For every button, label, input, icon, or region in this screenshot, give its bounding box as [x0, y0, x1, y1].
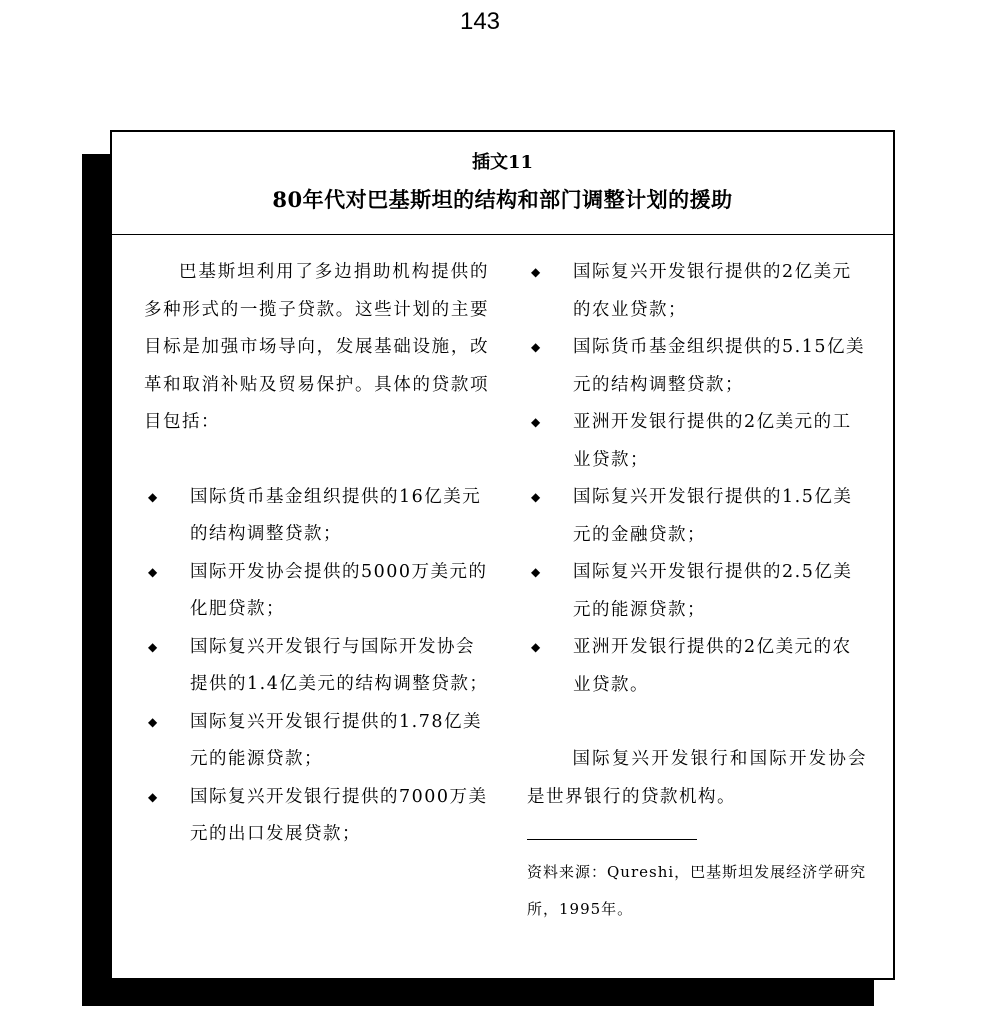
left-bullet-list [144, 479, 489, 854]
list-item [144, 779, 489, 854]
list-item-text: 国际复兴开发银行提供的2亿美元的农业贷款； [573, 262, 852, 320]
source-note: 资料来源：Qureshi，巴基斯坦发展经济学研究所，1995年。 [527, 863, 867, 918]
list-item [527, 329, 867, 404]
inset-box [110, 130, 895, 980]
diamond-bullet-icon: ◆ [531, 565, 542, 579]
list-item [527, 479, 867, 554]
diamond-bullet-icon: ◆ [148, 489, 159, 504]
diamond-bullet-icon: ◆ [148, 714, 159, 729]
footnote-divider [527, 839, 697, 840]
list-item-text: 国际货币基金组织提供的5.15亿美元的结构调整贷款； [573, 337, 865, 395]
diamond-bullet-icon: ◆ [531, 640, 542, 654]
list-item-text: 亚洲开发银行提供的2亿美元的农业贷款。 [573, 637, 852, 695]
diamond-bullet-icon: ◆ [531, 415, 542, 429]
closing-paragraph: 国际复兴开发银行和国际开发协会是世界银行的贷款机构。 [527, 749, 867, 807]
box-label: 插文11 [471, 152, 534, 173]
box-title: 80年代对巴基斯坦的结构和部门调整计划的援助 [272, 187, 733, 212]
list-item [527, 254, 867, 329]
right-column [527, 254, 867, 928]
list-item-text: 亚洲开发银行提供的2亿美元的工业贷款； [573, 412, 852, 470]
list-item-text: 国际复兴开发银行提供的1.78亿美元的能源贷款； [190, 711, 482, 769]
left-column [144, 254, 489, 854]
right-bullet-list [527, 254, 867, 704]
list-item-text: 国际复兴开发银行提供的7000万美元的出口发展贷款； [190, 786, 488, 844]
intro-paragraph: 巴基斯坦利用了多边捐助机构提供的多种形式的一揽子贷款。这些计划的主要目标是加强市场导向，发展基础设施，改革和取消补贴及贸易保护。具体的贷款项目包括： [144, 262, 489, 432]
diamond-bullet-icon: ◆ [531, 490, 542, 504]
diamond-bullet-icon: ◆ [148, 564, 159, 579]
box-header [112, 132, 893, 235]
list-item-text: 国际复兴开发银行与国际开发协会提供的1.4亿美元的结构调整贷款； [190, 636, 489, 694]
diamond-bullet-icon: ◆ [531, 265, 542, 279]
list-item [144, 554, 489, 629]
page-number: 143 [459, 8, 501, 35]
list-item [144, 629, 489, 704]
diamond-bullet-icon: ◆ [531, 340, 542, 354]
list-item [527, 629, 867, 704]
list-item [527, 554, 867, 629]
list-item [527, 404, 867, 479]
list-item-text: 国际开发协会提供的5000万美元的化肥贷款； [190, 561, 488, 619]
list-item-text: 国际复兴开发银行提供的1.5亿美元的金融贷款； [573, 487, 853, 545]
diamond-bullet-icon: ◆ [148, 789, 159, 804]
list-item [144, 704, 489, 779]
list-item-text: 国际货币基金组织提供的16亿美元的结构调整贷款； [190, 486, 482, 544]
list-item [144, 479, 489, 554]
list-item-text: 国际复兴开发银行提供的2.5亿美元的能源贷款； [573, 562, 853, 620]
diamond-bullet-icon: ◆ [148, 639, 159, 654]
